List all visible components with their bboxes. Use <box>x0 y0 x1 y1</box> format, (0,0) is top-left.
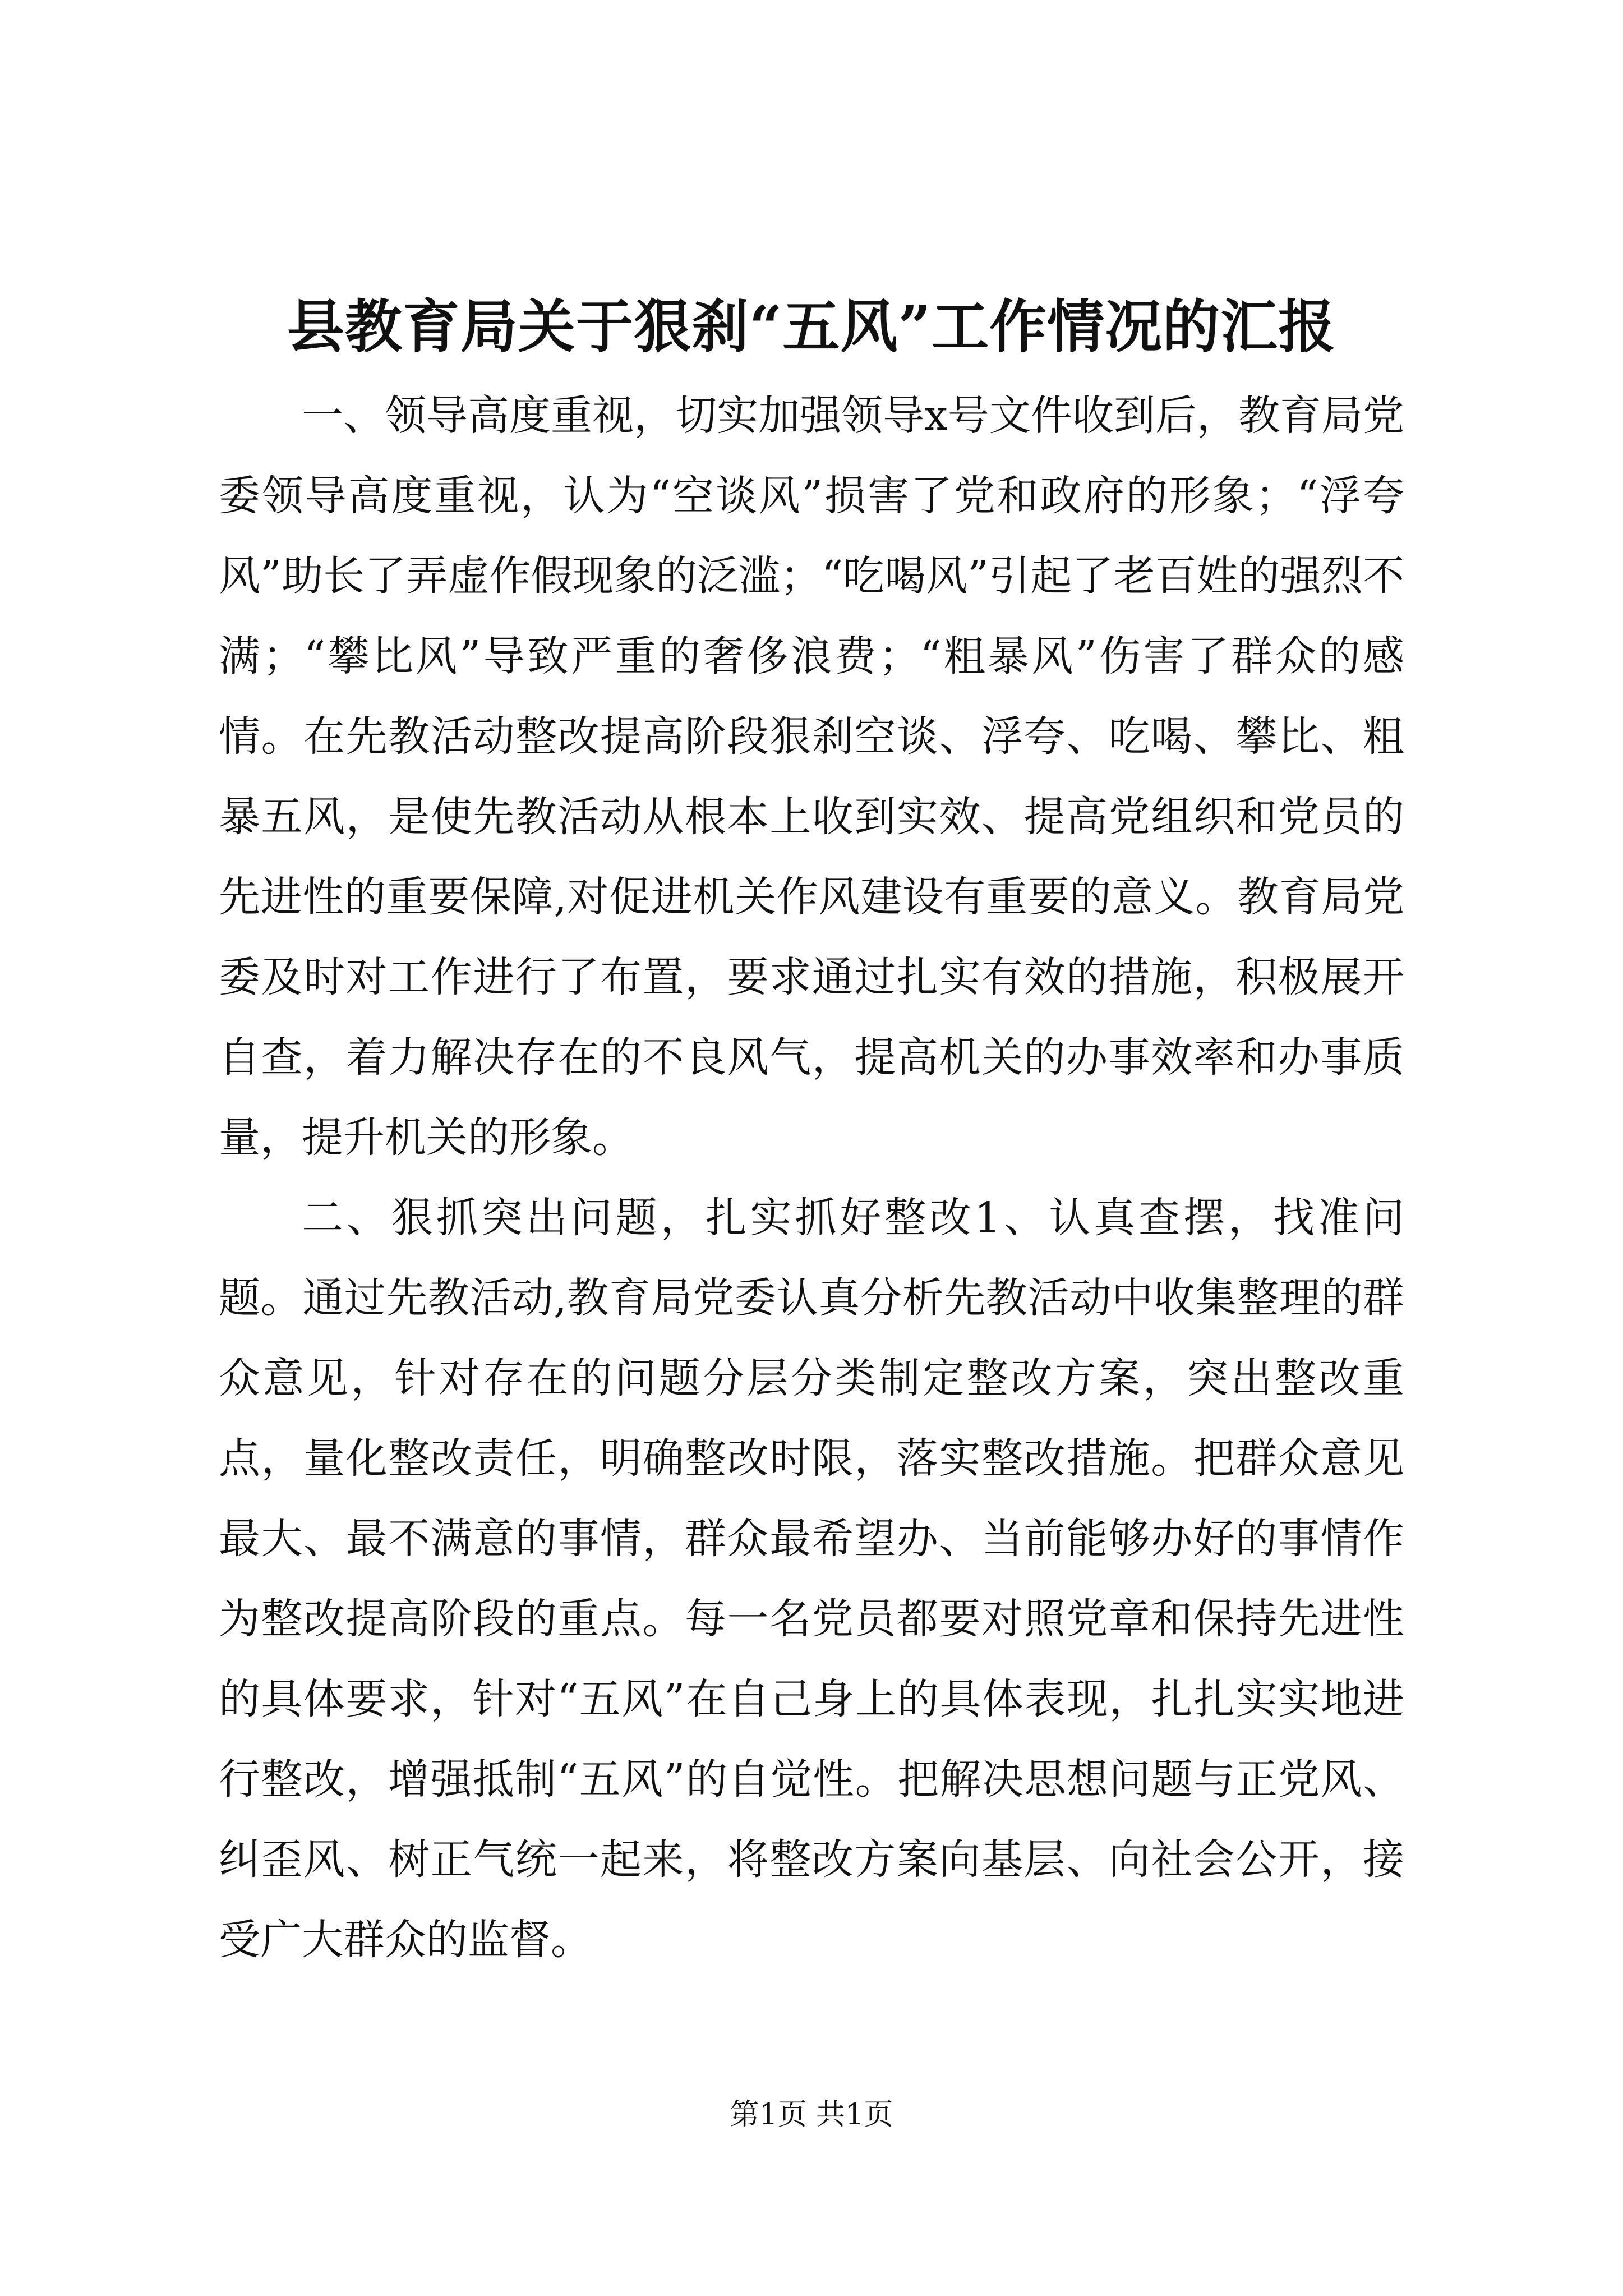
document-title: 县教育局关于狠刹“五风”工作情况的汇报 <box>287 293 1336 361</box>
paragraph-1: 一、领导高度重视，切实加强领导x号文件收到后，教育局党委领导高度重视，认为“空谈风”损害了党和政府的形象；“浮夸风”助长了弄虚作假现象的泛滥；“吃喝风”引起了老百姓的强烈不满；“攀比风”导致严重的奢侈浪费；“粗暴风”伤害了群众的感情。在先教活动整改提高阶段狠刹空谈、浮夸、吃喝、攀比、粗暴五风，是使先教活动从根本上收到实效、提高党组织和党员的先进性的重要保障,对促进机关作风建设有重要的意义。教育局党委及时对工作进行了布置，要求通过扎实有效的措施，积极展开自查，着力解决存在的不良风气，提高机关的办事效率和办事质量，提升机关的形象。 <box>219 392 1404 1162</box>
document-body <box>219 376 1404 1980</box>
page-number-footer: 第1页 共1页 <box>730 2098 893 2132</box>
paragraph-2: 二、狠抓突出问题，扎实抓好整改1、认真查摆，找准问题。通过先教活动,教育局党委认真分析先教活动中收集整理的群众意见，针对存在的问题分层分类制定整改方案，突出整改重点，量化整改责任，明确整改时限，落实整改措施。把群众意见最大、最不满意的事情，群众最希望办、当前能够办好的事情作为整改提高阶段的重点。每一名党员都要对照党章和保持先进性的具体要求，针对“五风”在自己身上的具体表现，扎扎实实地进行整改，增强抵制“五风”的自觉性。把解决思想问题与正党风、纠歪风、树正气统一起来，将整改方案向基层、向社会公开，接受广大群众的监督。 <box>219 1194 1404 1964</box>
